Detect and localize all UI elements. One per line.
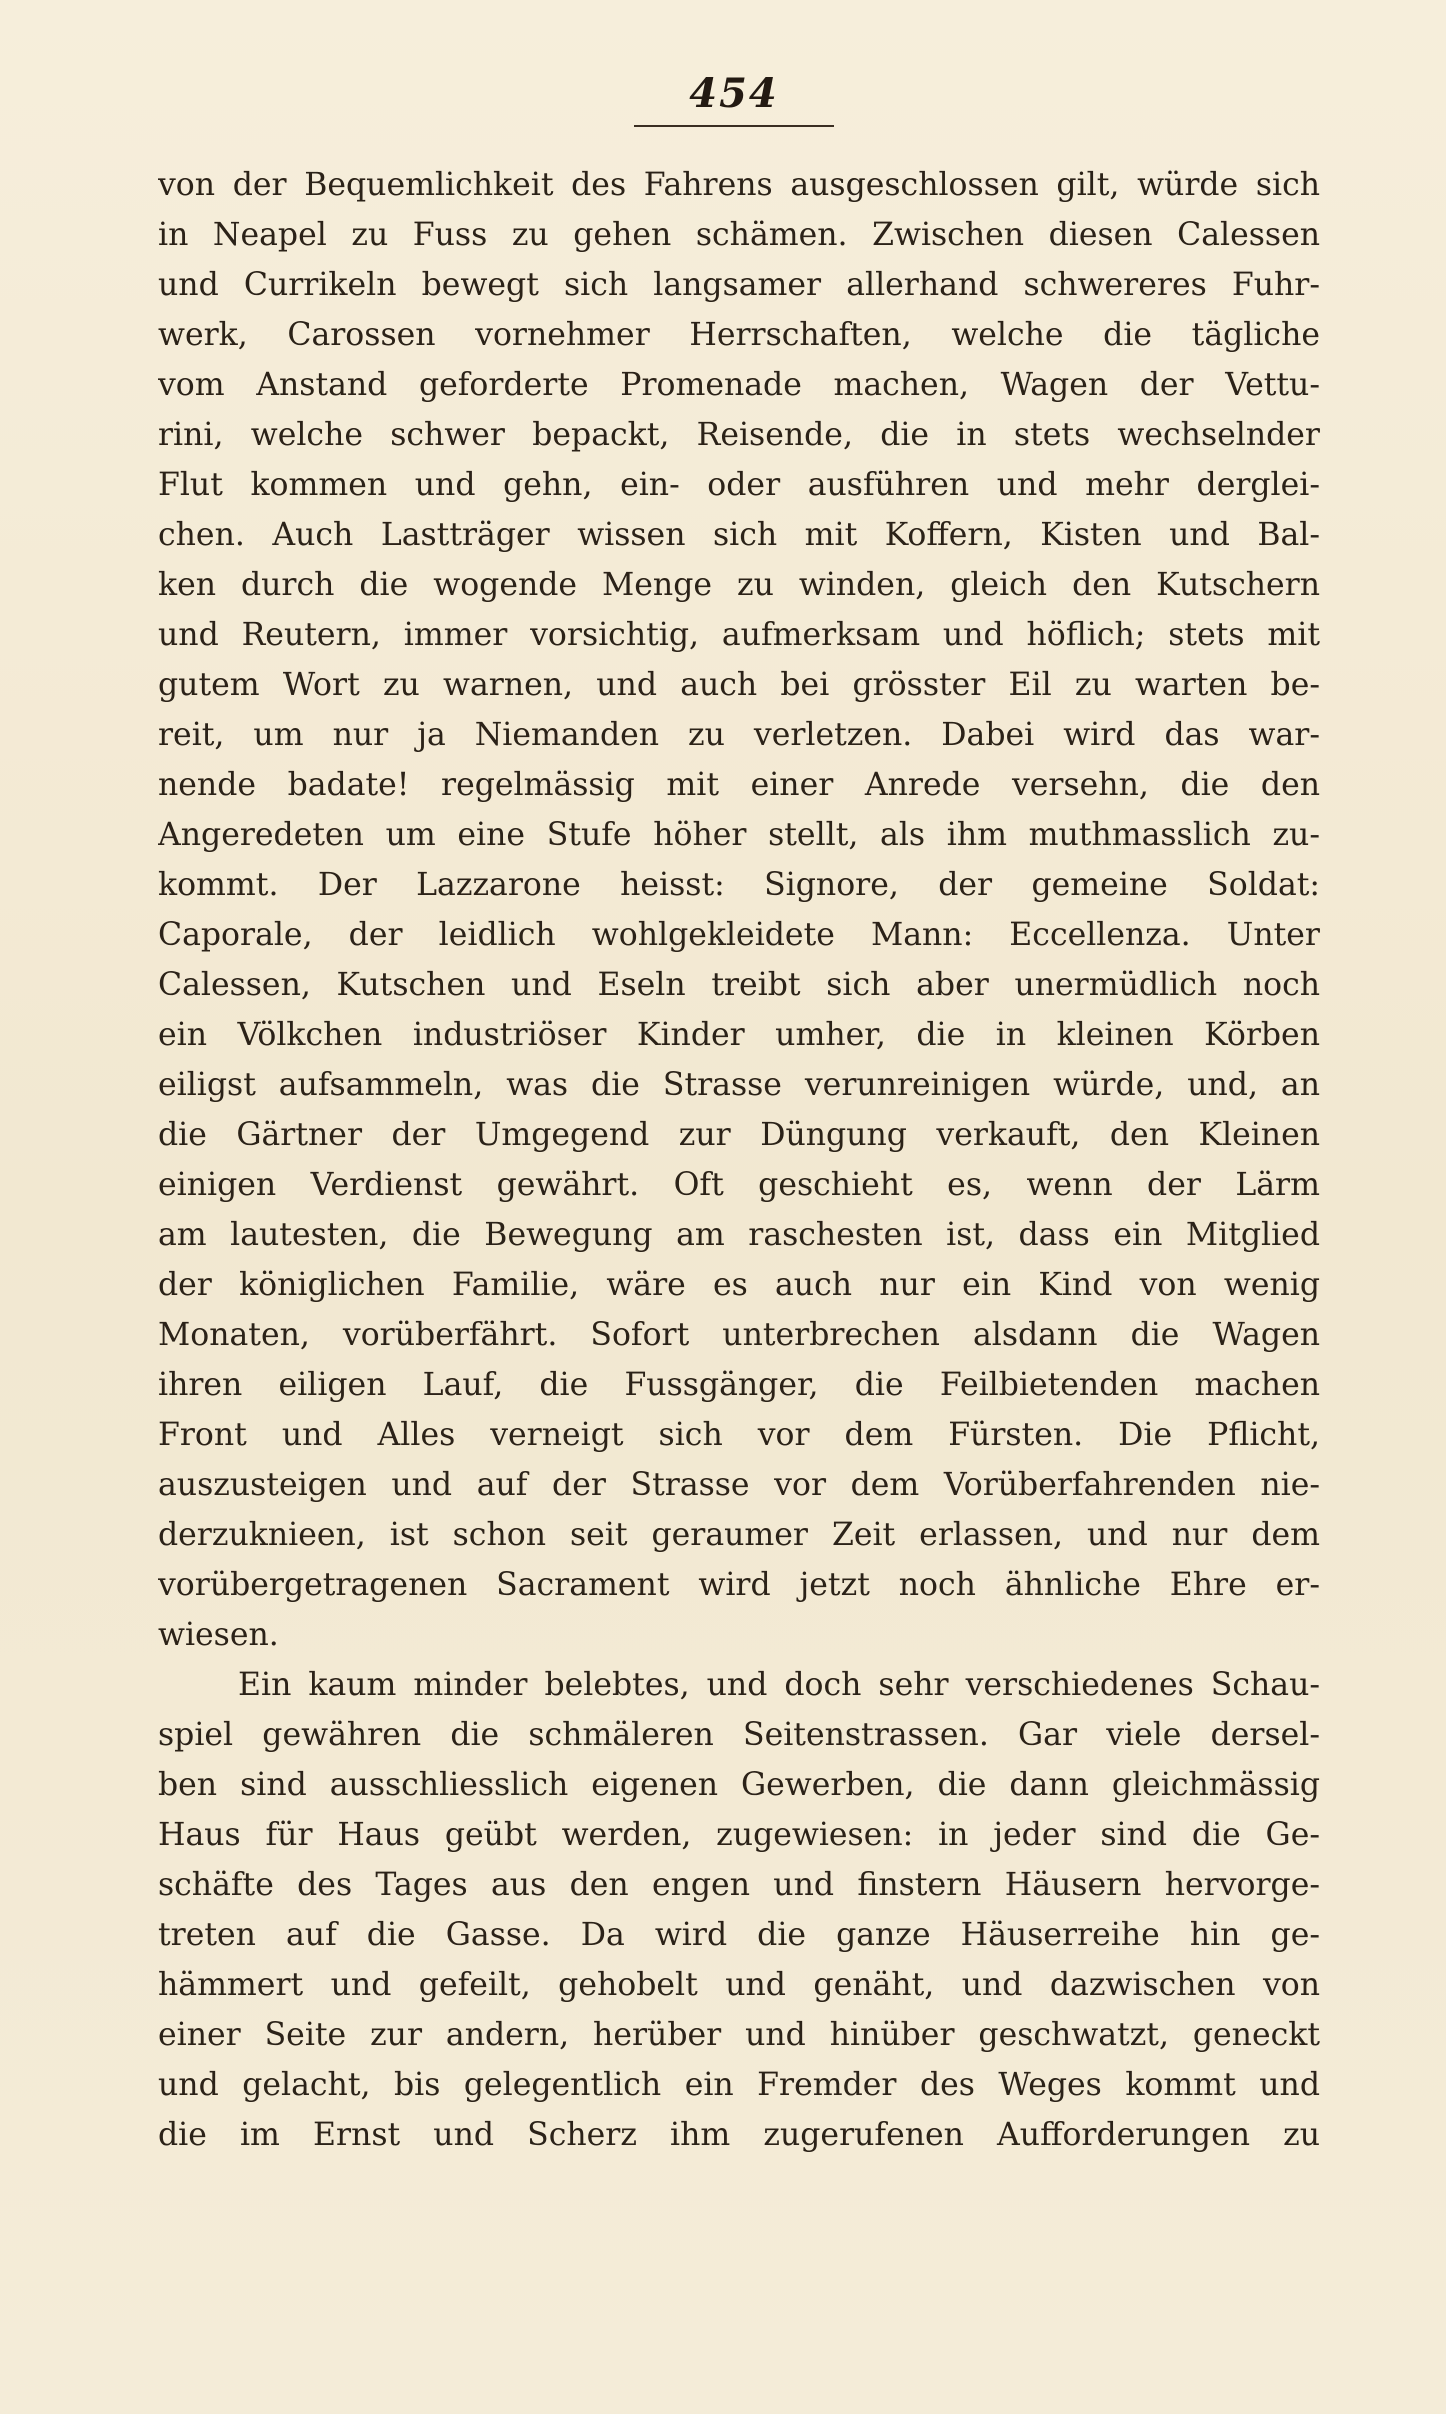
text-line: der königlichen Familie, wäre es auch nur ein Kind von wenig — [158, 1267, 1320, 1303]
text-line: ken durch die wogende Menge zu winden, gleich den Kutschern — [158, 567, 1320, 603]
page-number: 454 — [689, 70, 779, 117]
text-line: eiligst aufsammeln, was die Strasse verunreinigen würde, und, an — [158, 1067, 1320, 1103]
text-line: schäfte des Tages aus den engen und finstern Häusern hervorge- — [158, 1867, 1320, 1903]
text-line: Monaten, vorüberfährt. Sofort unterbrechen alsdann die Wagen — [158, 1317, 1320, 1353]
text-line: von der Bequemlichkeit des Fahrens ausgeschlossen gilt, würde sich — [158, 167, 1320, 203]
text-line: in Neapel zu Fuss zu gehen schämen. Zwischen diesen Calessen — [158, 217, 1320, 253]
text-line: und Currikeln bewegt sich langsamer allerhand schwereres Fuhr- — [158, 267, 1320, 303]
text-line: vom Anstand geforderte Promenade machen, Wagen der Vettu- — [158, 367, 1320, 403]
text-line: einer Seite zur andern, herüber und hinüber geschwatzt, geneckt — [158, 2017, 1320, 2053]
text-line: chen. Auch Lastträger wissen sich mit Koffern, Kisten und Bal- — [158, 517, 1320, 553]
text-line: Haus für Haus geübt werden, zugewiesen: in jeder sind die Ge- — [158, 1817, 1320, 1853]
text-line: reit, um nur ja Niemanden zu verletzen. Dabei wird das war- — [158, 717, 1320, 753]
text-line: rini, welche schwer bepackt, Reisende, die in stets wechselnder — [158, 417, 1320, 453]
text-line: ihren eiligen Lauf, die Fussgänger, die Feilbietenden machen — [158, 1367, 1320, 1403]
text-line: ein Völkchen industriöser Kinder umher, die in kleinen Körben — [158, 1017, 1320, 1053]
page-number-area — [634, 70, 834, 117]
text-line: einigen Verdienst gewährt. Oft geschieht es, wenn der Lärm — [158, 1167, 1320, 1203]
header-rule — [634, 125, 834, 127]
text-line: auszusteigen und auf der Strasse vor dem Vorüberfahrenden nie- — [158, 1467, 1320, 1503]
text-line: wiesen. — [158, 1617, 279, 1653]
text-line: kommt. Der Lazzarone heisst: Signore, der gemeine Soldat: — [158, 867, 1320, 903]
text-line: gutem Wort zu warnen, und auch bei grösster Eil zu warten be- — [158, 667, 1320, 703]
text-line: treten auf die Gasse. Da wird die ganze Häuserreihe hin ge- — [158, 1917, 1320, 1953]
text-line: hämmert und gefeilt, gehobelt und genäht, und dazwischen von — [158, 1967, 1320, 2003]
text-line: Caporale, der leidlich wohlgekleidete Mann: Eccellenza. Unter — [158, 917, 1320, 953]
text-line: Flut kommen und gehn, ein- oder ausführen und mehr derglei- — [158, 467, 1320, 503]
text-line: nende badate! regelmässig mit einer Anrede versehn, die den — [158, 767, 1320, 803]
text-line: Front und Alles verneigt sich vor dem Fürsten. Die Pflicht, — [158, 1417, 1320, 1453]
text-line: die Gärtner der Umgegend zur Düngung verkauft, den Kleinen — [158, 1117, 1320, 1153]
text-line: Angeredeten um eine Stufe höher stellt, als ihm muthmasslich zu- — [158, 817, 1320, 853]
text-line: die im Ernst und Scherz ihm zugerufenen Aufforderungen zu — [158, 2117, 1320, 2153]
text-line: derzuknieen, ist schon seit geraumer Zeit erlassen, und nur dem — [158, 1517, 1320, 1553]
text-line: werk, Carossen vornehmer Herrschaften, welche die tägliche — [158, 317, 1320, 353]
text-line: am lautesten, die Bewegung am raschesten ist, dass ein Mitglied — [158, 1217, 1320, 1253]
text-line: ben sind ausschliesslich eigenen Gewerben, die dann gleichmässig — [158, 1767, 1320, 1803]
body-text — [158, 160, 1320, 2160]
text-line: Ein kaum minder belebtes, und doch sehr verschiedenes Schau- — [238, 1667, 1320, 1703]
text-line: spiel gewähren die schmäleren Seitenstrassen. Gar viele dersel- — [158, 1717, 1320, 1753]
text-line: und Reutern, immer vorsichtig, aufmerksam und höflich; stets mit — [158, 617, 1320, 653]
text-line: vorübergetragenen Sacrament wird jetzt noch ähnliche Ehre er- — [158, 1567, 1320, 1603]
text-line: und gelacht, bis gelegentlich ein Fremder des Weges kommt und — [158, 2067, 1320, 2103]
text-line: Calessen, Kutschen und Eseln treibt sich aber unermüdlich noch — [158, 967, 1320, 1003]
